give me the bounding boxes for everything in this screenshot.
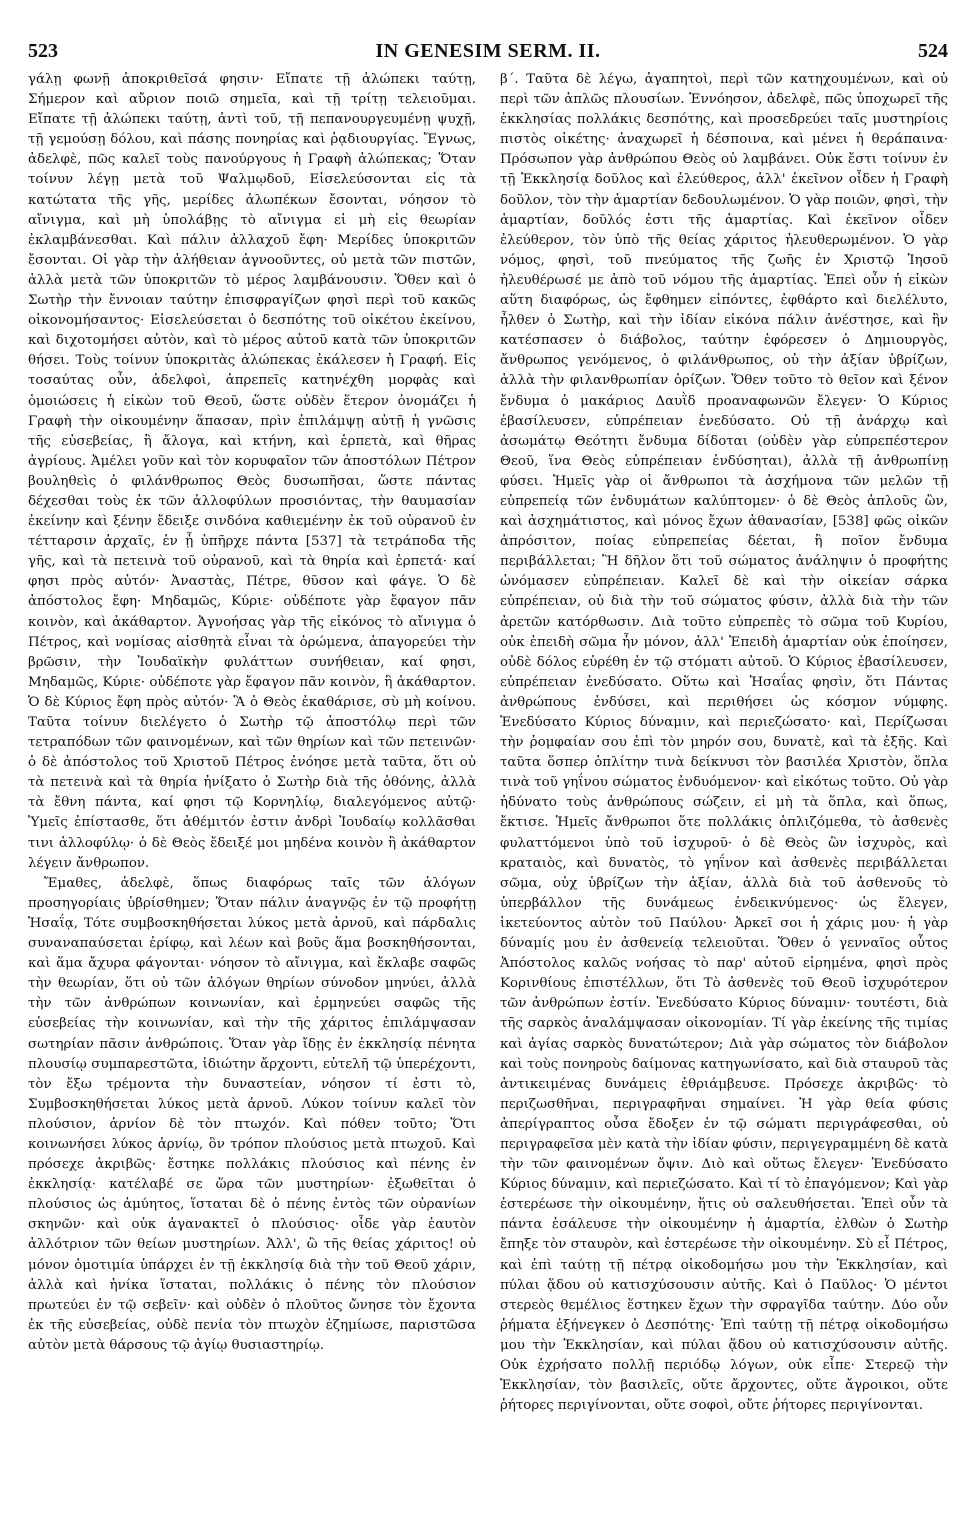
- paragraph: β΄. Ταῦτα δὲ λέγω, ἀγαπητοὶ, περὶ τῶν κατηχουμένων, καὶ οὐ περὶ τῶν ἁπλῶς πλουσίων. Ἐννόησον, ἀδελφὲ, πῶς ὑποχωρεῖ τῆς ἐκκλησίας πολλάκις δεσπότης, καὶ προσεδρεύει ταῖς μυστηρίοις πιστὸς οἰκέτης· ἀναχωρεῖ ἡ δέσποινα, καὶ μένει ἡ θεράπαινα· Πρόσωπον γὰρ ἀνθρώπου Θεὸς οὐ λαμβάνει. Οὐκ ἔστι τοίνυν ἐν τῇ Ἐκκλησίᾳ δοῦλος καὶ ἐλεύθερος, ἀλλ' ἐκεῖνον οἶδεν ἡ Γραφὴ δοῦλον, τὸν τὴν ἁμαρτίαν δεδουλωμένον. Ὁ γὰρ ποιῶν, φησὶ, τὴν ἁμαρτίαν, δοῦλός ἐστι τῆς ἁμαρτίας. Καὶ ἐκεῖνον οἶδεν ἐλεύθερον, τὸν ὑπὸ τῆς θείας χάριτος ἠλευθερωμένον. Ὁ γὰρ νόμος, φησὶ, τοῦ πνεύματος τῆς ζωῆς ἐν Χριστῷ Ἰησοῦ ἠλευθέρωσέ με ἀπὸ τοῦ νόμου τῆς ἁμαρτίας. Ἐπεὶ οὖν ἡ εἰκὼν αὕτη διαφόρως, ὡς ἔφθημεν εἰπόντες, ἐφθάρτο καὶ διελέλυτο, ἦλθεν ὁ Σωτὴρ, καὶ τὴν ἰδίαν εἰκόνα πάλιν ἀνέστησε, καὶ ἣν κατέσπασεν ὁ διάβολος, ταύτην ἐφόρεσεν ὁ Δημιουργὸς, ἄνθρωπος γενόμενος, ὁ φιλάνθρωπος, οὐ τὴν ἀξίαν ὑβρίζων, ἀλλὰ τὴν φιλανθρωπίαν ὁρίζων. Ὅθεν τοῦτο τὸ θεῖον καὶ ξένον ἔνδυμα ὁ μακάριος Δαυῒδ προαναφωνῶν ἔλεγεν· Ὁ Κύριος ἐβασίλευσεν, εὐπρέπειαν ἐνεδύσατο. Οὐ τῇ ἀνάρχῳ καὶ ἀσωμάτῳ Θεότητι ἔνδυμα δίδοται (οὐδὲν γὰρ εὐπρεπέστερον Θεοῦ, ἵνα Θεὸς εὐπρέπειαν ἐνδύσηται), ἀλλὰ τῇ ἀνθρωπίνῃ φύσει. Ἡμεῖς γὰρ οἱ ἄνθρωποι τὰ ἀσχήμονα τῶν μελῶν τῇ εὐπρεπείᾳ τῶν ἐνδυμάτων καλύπτομεν· ὁ δὲ Θεὸς ἁπλοῦς ὢν, καὶ ἀσχημάτιστος, καὶ μόνος ἔχων ἀθανασίαν, [538] φῶς οἰκῶν ἀπρόσιτον, ποίας εὐπρεπείας δέεται, ἢ ποῖον ἔνδυμα περιβάλλεται; Ἢ δῆλον ὅτι τοῦ σώματος ἀνάληψιν ὁ προφήτης ὠνόμασεν εὐπρέπειαν. Καλεῖ δὲ καὶ τὴν οἰκείαν σάρκα εὐπρέπειαν, οὐ διὰ τὴν τοῦ σώματος φύσιν, ἀλλὰ διὰ τὴν τῶν ἀρετῶν κατόρθωσιν. Διὰ τοῦτο εὐπρεπὲς τὸ σῶμα τοῦ Κυρίου, οὐκ ἐπειδὴ σῶμα ἦν μόνον, ἀλλ' Ἐπειδὴ ἁμαρτίαν οὐκ ἐποίησεν, οὐδὲ δόλος εὑρέθη ἐν τῷ στόματι αὐτοῦ. Ὁ Κύριος ἐβασίλευσεν, εὐπρέπειαν ἐνεδύσατο. Οὕτω καὶ Ἡσαΐας φησὶν, ὅτι Πάντας ἀνθρώπους ἐνδύσει, καὶ περιθήσει ὡς κόσμον νύμφης. Ἐνεδύσατο Κύριος δύναμιν, καὶ περιεζώσατο· καὶ, Περίζωσαι τὴν ῥομφαίαν σου ἐπὶ τὸν μηρόν σου, δυνατὲ, καὶ τὰ ἑξῆς. Καὶ ταῦτα ὅσπερ ὁπλίτην τινὰ δείκνυσι τὸν βασιλέα Χριστὸν, ὅπλα τινὰ τοῦ γηΐνου σώματος ἐνδυόμενον· καὶ εἰκότως τοῦτο. Οὐ γὰρ ἠδύνατο τοὺς ἀνθρώπους σώζειν, εἰ μὴ τὰ ὅπλα, καὶ ὅπως, ἔκτισε. Ἡμεῖς ἄνθρωποι ὅτε πολλάκις ὁπλιζόμεθα, τὸ ἀσθενὲς φυλαττόμενοι ὑπὸ τοῦ ἰσχυροῦ· ὁ δὲ Θεὸς ὢν ἰσχυρὸς, καὶ κραταιὸς, καὶ δυνατὸς, τὸ γηΐνον καὶ ἀσθενὲς περιβάλλεται σῶμα, οὐχ ὑβρίζων τὴν ἀξίαν, ἀλλὰ διὰ τοῦ ἀσθενοῦς τὸ ὑπερβάλλον τῆς δυνάμεως ἐνδεικνύμενος· ὡς ἔλεγεν, ἱκετεύοντος αὐτὸν τοῦ Παύλου· Ἀρκεῖ σοι ἡ χάρις μου· ἡ γὰρ δύναμίς μου ἐν ἀσθενείᾳ τελειοῦται. Ὅθεν ὁ γενναῖος οὗτος Ἀπόστολος καλῶς νοήσας τὸ παρ' αὐτοῦ εἰρημένα, φησὶ πρὸς Κορινθίους ἐπιστέλλων, ὅτι Τὸ ἀσθενὲς τοῦ Θεοῦ ἰσχυρότερον τῶν ἀνθρώπων ἐστίν. Ἐνεδύσατο Κύριος δύναμιν· τουτέστι, διὰ τῆς σαρκὸς ἀναλάμψασαν οἰκονομίαν. Τί γὰρ ἐκείνης τῆς τιμίας καὶ ἁγίας σαρκὸς δυνατώτερον; Διὰ γὰρ σώματος τὸν διάβολον καὶ τοὺς πονηροὺς δαίμονας κατηγωνίσατο, καὶ διὰ σταυροῦ τὰς ἀντικειμένας δυνάμεις ἐθριάμβευσε. Πρόσεχε ἀκριβῶς· τὸ περιζωσθῆναι, περιγραφῆναι σημαίνει. Ἡ γὰρ θεία φύσις ἀπερίγραπτος οὖσα ἔδοξεν ἐν τῷ σώματι περιγράφεσθαι, οὐ περιγραφεῖσα μὲν κατὰ τὴν ἰδίαν φύσιν, περιγεγραμμένη δὲ κατὰ τὴν τῶν φαινομένων ὄψιν. Διὸ καὶ οὕτως ἔλεγεν· Ἐνεδύσατο Κύριος δύναμιν, καὶ περιεζώσατο. Καὶ τί τὸ ἐπαγόμενον; Καὶ γὰρ ἐστερέωσε τὴν οἰκουμένην, ἥτις οὐ σαλευθήσεται. Ἐπεὶ οὖν τὰ πάντα ἐσάλευσε τὴν οἰκουμένην ἡ ἁμαρτία, ἐλθὼν ὁ Σωτὴρ ἔπηξε τὸν σταυρὸν, καὶ ἐστερέωσε τὴν οἰκουμένην. Σὺ εἶ Πέτρος, καὶ ἐπὶ ταύτῃ τῇ πέτρᾳ οἰκοδομήσω μου τὴν Ἐκκλησίαν, καὶ πύλαι ᾅδου οὐ κατισχύσουσιν αὐτῆς. Καὶ ὁ Παῦλος· Ὁ μέντοι στερεὸς θεμέλιος ἕστηκεν ἔχων τὴν σφραγῖδα ταύτην. Δύο οὖν ῥήματα ἐξήνεγκεν ὁ Δεσπότης· Ἐπὶ ταύτῃ τῇ πέτρᾳ οἰκοδομήσω μου τὴν Ἐκκλησίαν, καὶ πύλαι ᾅδου οὐ κατισχύσουσιν αὐτῆς. Οὐκ ἐχρήσατο πολλῇ περιόδῳ λόγων, οὐκ εἶπε· Στερεῷ τὴν Ἐκκλησίαν, τὸν βασιλεῖς, οὔτε ἄρχοντες, οὔτε ἄγροικοι, οὔτε ῥήτορες περιγίνονται, οὔτε σοφοὶ, οὔτε ῥήτορες περιγίνονται.: [500, 72, 948, 1414]
- paragraph: γάλῃ φωνῇ ἀποκριθεῖσά φησιν· Εἴπατε τῇ ἀλώπεκι ταύτῃ, Σήμερον καὶ αὔριον ποιῶ σημεῖα, καὶ τῇ τρίτῃ τελειοῦμαι. Εἴπατε τῇ ἀλώπεκι ταύτῃ, ἀντὶ τοῦ, τῇ πεπανουργευμένῃ ψυχῇ, τῇ γεμούσῃ δόλου, καὶ πάσης πονηρίας καὶ ῥᾳδιουργίας. Ἔγνως, ἀδελφὲ, πῶς καλεῖ τοὺς πανούργους ἡ Γραφὴ ἀλώπεκας; Ὅταν τοίνυν λέγῃ μετὰ τοῦ Ψαλμῳδοῦ, Εἰσελεύσονται εἰς τὰ κατώτατα τῆς γῆς, μερίδες ἀλωπέκων ἔσονται, νόησον τὸ αἴνιγμα, καὶ μὴ ὑπολάβῃς τὸ αἴνιγμα εἰ μὴ εἰς θεωρίαν ἐκλαμβάνεσθαι. Καὶ πάλιν ἀλλαχοῦ ἔφη· Μερίδες ὑποκριτῶν ἔσονται. Οἱ γὰρ τὴν ἀλήθειαν ἀγνοοῦντες, οὐ μετὰ τῶν πιστῶν, ἀλλὰ μετὰ τῶν ὑποκριτῶν τὸ μέρος λαμβάνουσιν. Ὅθεν καὶ ὁ Σωτὴρ τὴν ἔννοιαν ταύτην ἐπισφραγίζων φησὶ περὶ τοῦ κακῶς οἰκονομήσαντος· Εἰσελεύσεται ὁ δεσπότης τοῦ οἰκέτου ἐκείνου, καὶ διχοτομήσει αὐτὸν, καὶ τὸ μέρος αὐτοῦ κατὰ τῶν ὑποκριτῶν θήσει. Τοὺς τοίνυν ὑποκριτὰς ἀλώπεκας ἐκάλεσεν ἡ Γραφή. Εἰς τοσαύτας οὖν, ἀδελφοὶ, ἀπρεπεῖς κατηνέχθη μορφὰς καὶ ὁμοιώσεις ἡ εἰκὼν τοῦ Θεοῦ, ὥστε οὐδὲν ἕτερον ὀνομάζει ἡ Γραφὴ τὴν οἰκουμένην ἅπασαν, πρὶν ἐπιλάμψῃ αὐτῇ ἡ γνῶσις τῆς εὐσεβείας, ἢ ἄλογα, καὶ κτήνη, καὶ ἑρπετὰ, καὶ θῆρας ἀγρίους. Ἀμέλει γοῦν καὶ τὸν κορυφαῖον τῶν ἀποστόλων Πέτρον βουληθεὶς ὁ φιλάνθρωπος Θεὸς δυσωπῆσαι, ὥστε πάντας δέχεσθαι τοὺς ἐκ τῶν ἀλλοφύλων προσιόντας, τὴν θαυμασίαν ἐκείνην καὶ ξένην ἔδειξε σινδόνα καθιεμένην ἐκ τοῦ οὐρανοῦ ἐν τέτταρσιν ἀρχαῖς, ἐν ᾗ ὑπῆρχε πάντα [537] τὰ τετράποδα τῆς γῆς, καὶ τὰ πετεινὰ τοῦ οὐρανοῦ, καὶ τὰ θηρία καὶ ἑρπετά· καί φησι πρὸς αὐτόν· Ἀναστὰς, Πέτρε, θῦσον καὶ φάγε. Ὁ δὲ ἀπόστολος ἔφη· Μηδαμῶς, Κύριε· οὐδέποτε γὰρ ἔφαγον πᾶν κοινὸν, καὶ ἀκάθαρτον. Ἀγνοήσας γὰρ τῆς εἰκόνος τὸ αἴνιγμα ὁ Πέτρος, καὶ νομίσας αἰσθητὰ εἶναι τὰ ὁρώμενα, ἀπαγορεύει τὴν βρῶσιν, τὴν Ἰουδαϊκὴν φυλάττων συνήθειαν, καί φησι, Μηδαμῶς, Κύριε· οὐδέποτε γὰρ ἔφαγον πᾶν κοινὸν, ἢ ἀκάθαρτον. Ὁ δὲ Κύριος ἔφη πρὸς αὐτόν· Ἃ ὁ Θεὸς ἐκαθάρισε, σὺ μὴ κοίνου. Ταῦτα τοίνυν διελέγετο ὁ Σωτὴρ τῷ ἀποστόλῳ περὶ τῶν τετραπόδων τῶν φαινομένων, καὶ τῶν θηρίων καὶ τῶν πετεινῶν· ὁ δὲ ἀπόστολος τοῦ Χριστοῦ Πέτρος ἐνόησε μετὰ ταῦτα, ὅτι οὐ τὰ πετεινὰ καὶ τὰ θηρία ἠνίξατο ὁ Σωτὴρ διὰ τῆς ὀθόνης, ἀλλὰ τὰ ἔθνη πάντα, καί φησι τῷ Κορνηλίῳ, διαλεγόμενος αὐτῷ· Ὑμεῖς ἐπίστασθε, ὅτι ἀθέμιτόν ἐστιν ἀνδρὶ Ἰουδαίῳ κολλᾶσθαι τινι ἀλλοφύλῳ· ὁ δὲ Θεὸς ἔδειξέ μοι μηδένα κοινὸν ἢ ἀκάθαρτον λέγειν ἄνθρωπον.: [28, 72, 476, 871]
- page-header: [28, 40, 948, 68]
- left-column: [28, 70, 476, 1530]
- paragraph: Ἔμαθες, ἀδελφὲ, ὅπως διαφόρως ταῖς τῶν ἀλόγων προσηγορίαις ὑβρίσθημεν; Ὅταν πάλιν ἀναγνῷς ἐν τῷ προφήτῃ Ἡσαΐᾳ, Τότε συμβοσκηθήσεται λύκος μετὰ ἀρνοῦ, καὶ πάρδαλις συναναπαύσεται ἐρίφῳ, καὶ λέων καὶ βοῦς ἅμα βοσκηθήσονται, καὶ ἅμα ἄχυρα φάγονται· νόησον τὸ αἴνιγμα, καὶ ἔκλαβε σαφῶς τὴν θεωρίαν, ὅτι οὐ τῶν ἀλόγων θηρίων σύνοδον μηνύει, ἀλλὰ τὴν τῶν ἀνθρώπων κοινωνίαν, καὶ ἑρμηνεύει σαφῶς τῆς εὐσεβείας τὴν κοινωνίαν, καὶ τὴν τῆς χάριτος ἐπιλάμψασαν σωτηρίαν πᾶσιν ἀνθρώποις. Ὅταν γὰρ ἴδῃς ἐν ἐκκλησίᾳ πένητα πλουσίῳ συμπαρεστῶτα, ἰδιώτην ἄρχοντι, εὐτελῆ τῷ ὑπερέχοντι, τὸν ἔξω τρέμοντα τὴν δυναστείαν, νόησον τί ἐστι τὸ, Συμβοσκηθήσεται λύκος μετὰ ἀρνοῦ. Λύκον τοίνυν καλεῖ τὸν πλούσιον, ἀρνίον δὲ τὸν πτωχόν. Καὶ πόθεν τοῦτο; Ὅτι κοινωνήσει λύκος ἀρνίῳ, ὃν τρόπον πλούσιος μετὰ πτωχοῦ. Καὶ πρόσεχε ἀκριβῶς· ἔστηκε πολλάκις πλούσιος καὶ πένης ἐν ἐκκλησίᾳ· κατέλαβέ σε ὥρα τῶν μυστηρίων· ἐξωθεῖται ὁ πλούσιος ὡς ἀμύητος, ἵσταται δὲ ὁ πένης ἐντὸς τῶν οὐρανίων σκηνῶν· καὶ οὐκ ἀγανακτεῖ ὁ πλούσιος· οἶδε γὰρ ἑαυτὸν ἀλλότριον τῶν θείων μυστηρίων. Ἀλλ', ὢ τῆς θείας χάριτος! οὐ μόνον ὁμοτιμία ὑπάρχει ἐν τῇ ἐκκλησίᾳ διὰ τὴν τοῦ Θεοῦ χάριν, ἀλλὰ καὶ ἡνίκα ἵσταται, πολλάκις ὁ πένης τὸν πλούσιον πρωτεύει ἐν τῷ σεβεῖν· καὶ οὐδὲν ὁ πλοῦτος ὤνησε τὸν ἔχοντα ἐκ τῆς εὐσεβείας, οὐδὲ πενία τὸν πτωχὸν ἐζημίωσε, παριστῶσα αὐτὸν μετὰ θάρσους τῷ ἁγίῳ θυσιαστηρίῳ.: [28, 875, 476, 1353]
- page-number-left: 523: [28, 40, 58, 62]
- running-title: IN GENESIM SERM. II.: [375, 40, 601, 62]
- right-column: [500, 70, 948, 1530]
- page-number-right: 524: [918, 40, 948, 62]
